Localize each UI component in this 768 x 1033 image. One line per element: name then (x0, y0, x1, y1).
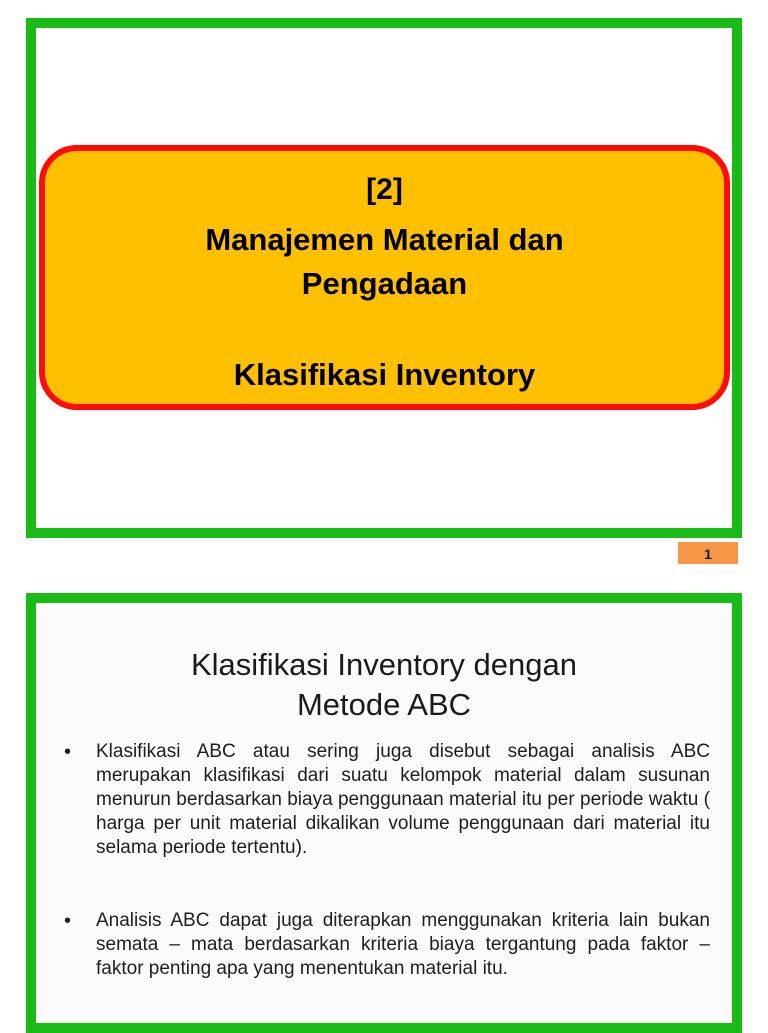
slide-2-title-line-1: Klasifikasi Inventory dengan (190, 647, 577, 682)
slide-2-title-line-2: Metode ABC (296, 687, 472, 722)
slide-title (45, 218, 724, 306)
bullet-text: Klasifikasi ABC atau sering juga disebut sebagai analisis ABC merupakan klasifikasi dari suatu kelompok material dalam susunan menurun berdasarkan biaya penggunaan material itu per periode waktu ( harga per unit material dikalikan volume penggunaan dari material itu selama periode tertentu). (96, 741, 710, 858)
slide-2-title (36, 645, 732, 725)
bullet-dot-icon: • (64, 741, 72, 763)
bullet-dot-icon: • (64, 910, 72, 932)
slide-1 (26, 18, 742, 538)
title-line-1: Manajemen Material dan (205, 222, 564, 257)
bullet-item (64, 909, 710, 981)
bullet-text: Analisis ABC dapat juga diterapkan menggunakan kriteria lain bukan semata – mata berdasarkan kriteria biaya tergantung pada faktor – faktor penting apa yang menentukan material itu. (96, 910, 710, 979)
title-box (39, 145, 730, 410)
title-line-2: Pengadaan (301, 266, 468, 301)
page-number: 1 (678, 542, 738, 564)
bullet-item (64, 740, 710, 860)
slide-subtitle: Klasifikasi Inventory (233, 357, 536, 392)
slide-2 (26, 593, 742, 1033)
slide-number-label: [2] (366, 173, 403, 206)
